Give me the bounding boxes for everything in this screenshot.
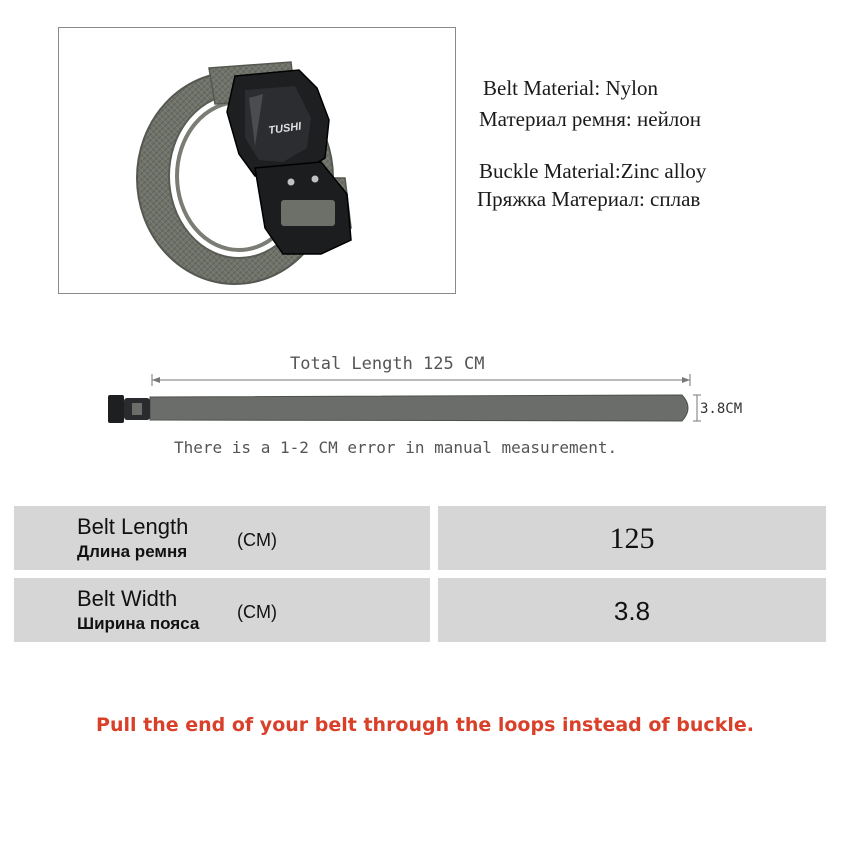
belt-width-label-en: Belt Width [77, 586, 178, 611]
table-value-cell [438, 578, 826, 642]
buckle-material-ru: Пряжка Материал: сплав [477, 187, 701, 211]
table-row [14, 578, 826, 642]
belt-length-unit: (CM) [237, 530, 277, 550]
product-photo-frame [58, 27, 456, 294]
measurement-error-note: There is a 1-2 CM error in manual measurement. [174, 438, 618, 457]
table-label-cell [14, 506, 430, 570]
table-label-cell [14, 578, 430, 642]
belt-width-value: 3.8 [613, 596, 651, 626]
belt-material-ru: Материал ремня: нейлон [479, 107, 702, 131]
belt-length-label-en: Belt Length [77, 514, 189, 539]
belt-dimension-diagram [0, 340, 850, 470]
usage-note: Pull the end of your belt through the loops instead of buckle. [96, 714, 754, 736]
belt-material-en: Belt Material: Nylon [483, 76, 658, 100]
width-label: 3.8CM [700, 401, 743, 417]
total-length-label: Total Length 125 CM [290, 354, 485, 374]
belt-length-value: 125 [609, 522, 655, 555]
buckle-material-en: Buckle Material:Zinc alloy [479, 159, 707, 183]
belt-photo-icon [59, 28, 455, 293]
belt-length-label-ru: Длина ремня [77, 542, 188, 561]
table-value-cell [438, 506, 826, 570]
belt-width-label-ru: Ширина пояса [77, 614, 200, 633]
brand-logo: TUSHI [267, 120, 303, 137]
belt-width-unit: (CM) [237, 602, 277, 622]
table-row [14, 506, 826, 570]
